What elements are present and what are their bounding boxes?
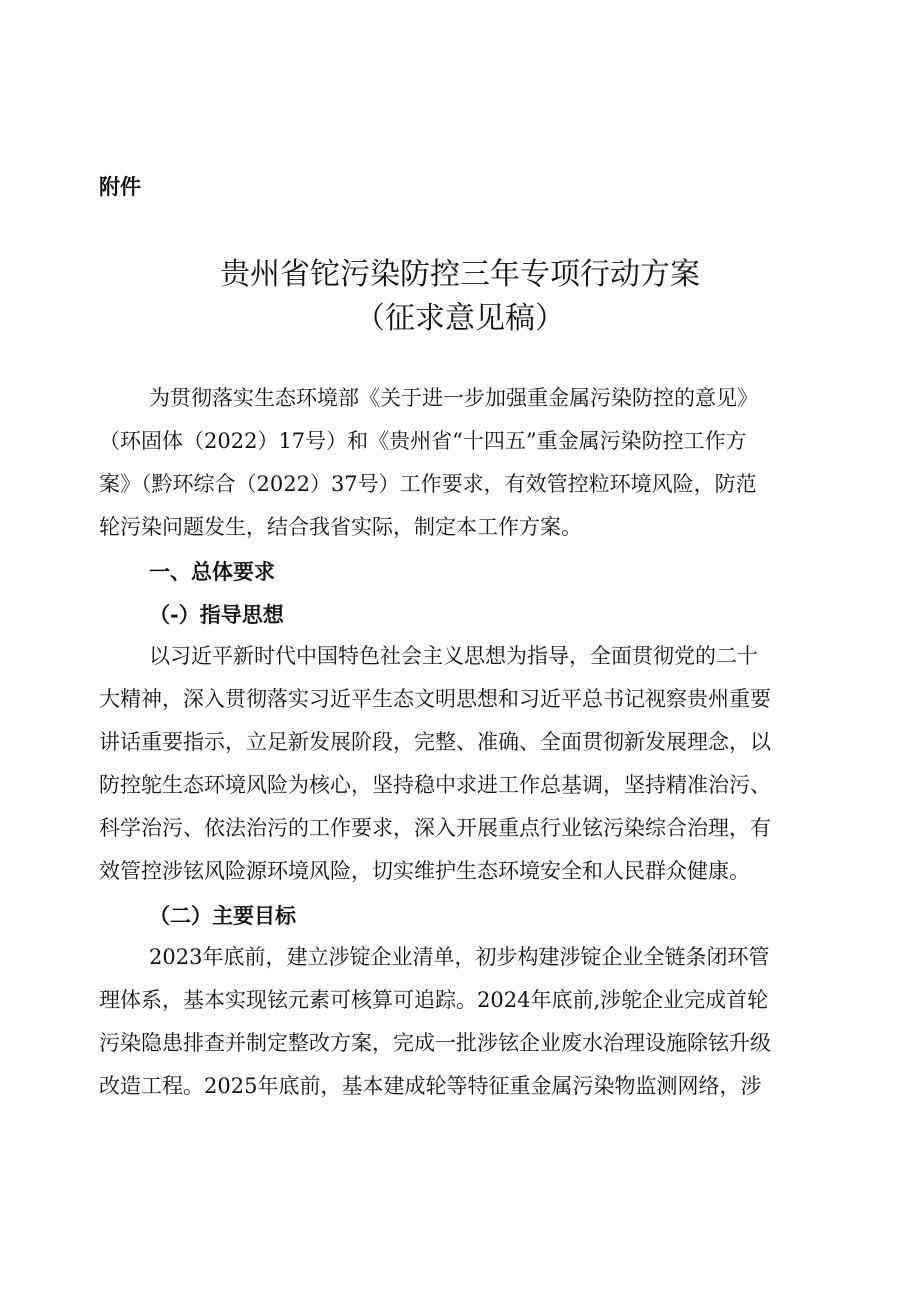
document-subtitle: （征求意见稿）	[355, 301, 565, 336]
paragraph-line: 效管控涉铉风险源环境风险，切实维护生态环境安全和人民群众健康。	[99, 859, 750, 883]
paragraph-line: 改造工程。2025年底前，基本建成轮等特征重金属污染物监测网络，涉	[99, 1074, 762, 1098]
paragraph-line: 2023年底前，建立涉锭企业清单，初步构建涉锭企业全链条闭环管	[149, 945, 770, 969]
document-title: 贵州省铊污染防控三年专项行动方案	[220, 257, 700, 292]
intro-line: （环固体（2022）17号）和《贵州省“十四五”重金属污染防控工作方	[99, 429, 747, 453]
paragraph-line: 科学治污、依法治污的工作要求，深入开展重点行业铉污染综合治理，有	[99, 816, 771, 840]
paragraph-line: 讲话重要指示，立足新发展阶段，完整、准确、全面贯彻新发展理念，以	[99, 730, 771, 754]
section-heading: 一、总体要求	[149, 560, 275, 584]
intro-line: 为贯彻落实生态环境部《关于进一步加强重金属污染防控的意见》	[149, 386, 758, 410]
subsection-heading: （-）指导思想	[149, 602, 284, 627]
paragraph-line: 防控鸵生态环境风险为核心，坚持稳中求进工作总基调，坚持精准治污、	[99, 773, 771, 797]
paragraph-line: 以习近平新时代中国特色社会主义思想为指导，全面贯彻党的二十	[149, 644, 758, 668]
intro-line: 案》（黔环综合（2022）37号）工作要求，有效管控粒环境风险，防范	[99, 472, 757, 496]
paragraph-line: 理体系，基本实现铉元素可核算可追踪。2024年底前,涉鸵企业完成首轮	[99, 988, 769, 1012]
intro-line: 轮污染问题发生，结合我省实际，制定本工作方案。	[99, 515, 582, 539]
attachment-label: 附件	[99, 175, 141, 199]
subsection-heading: （二）主要目标	[149, 903, 296, 928]
paragraph-line: 大精神，深入贯彻落实习近平生态文明思想和习近平总书记视察贵州重要	[99, 687, 771, 711]
paragraph-line: 污染隐患排查并制定整改方案，完成一批涉铉企业废水治理设施除铉升级	[99, 1031, 771, 1055]
